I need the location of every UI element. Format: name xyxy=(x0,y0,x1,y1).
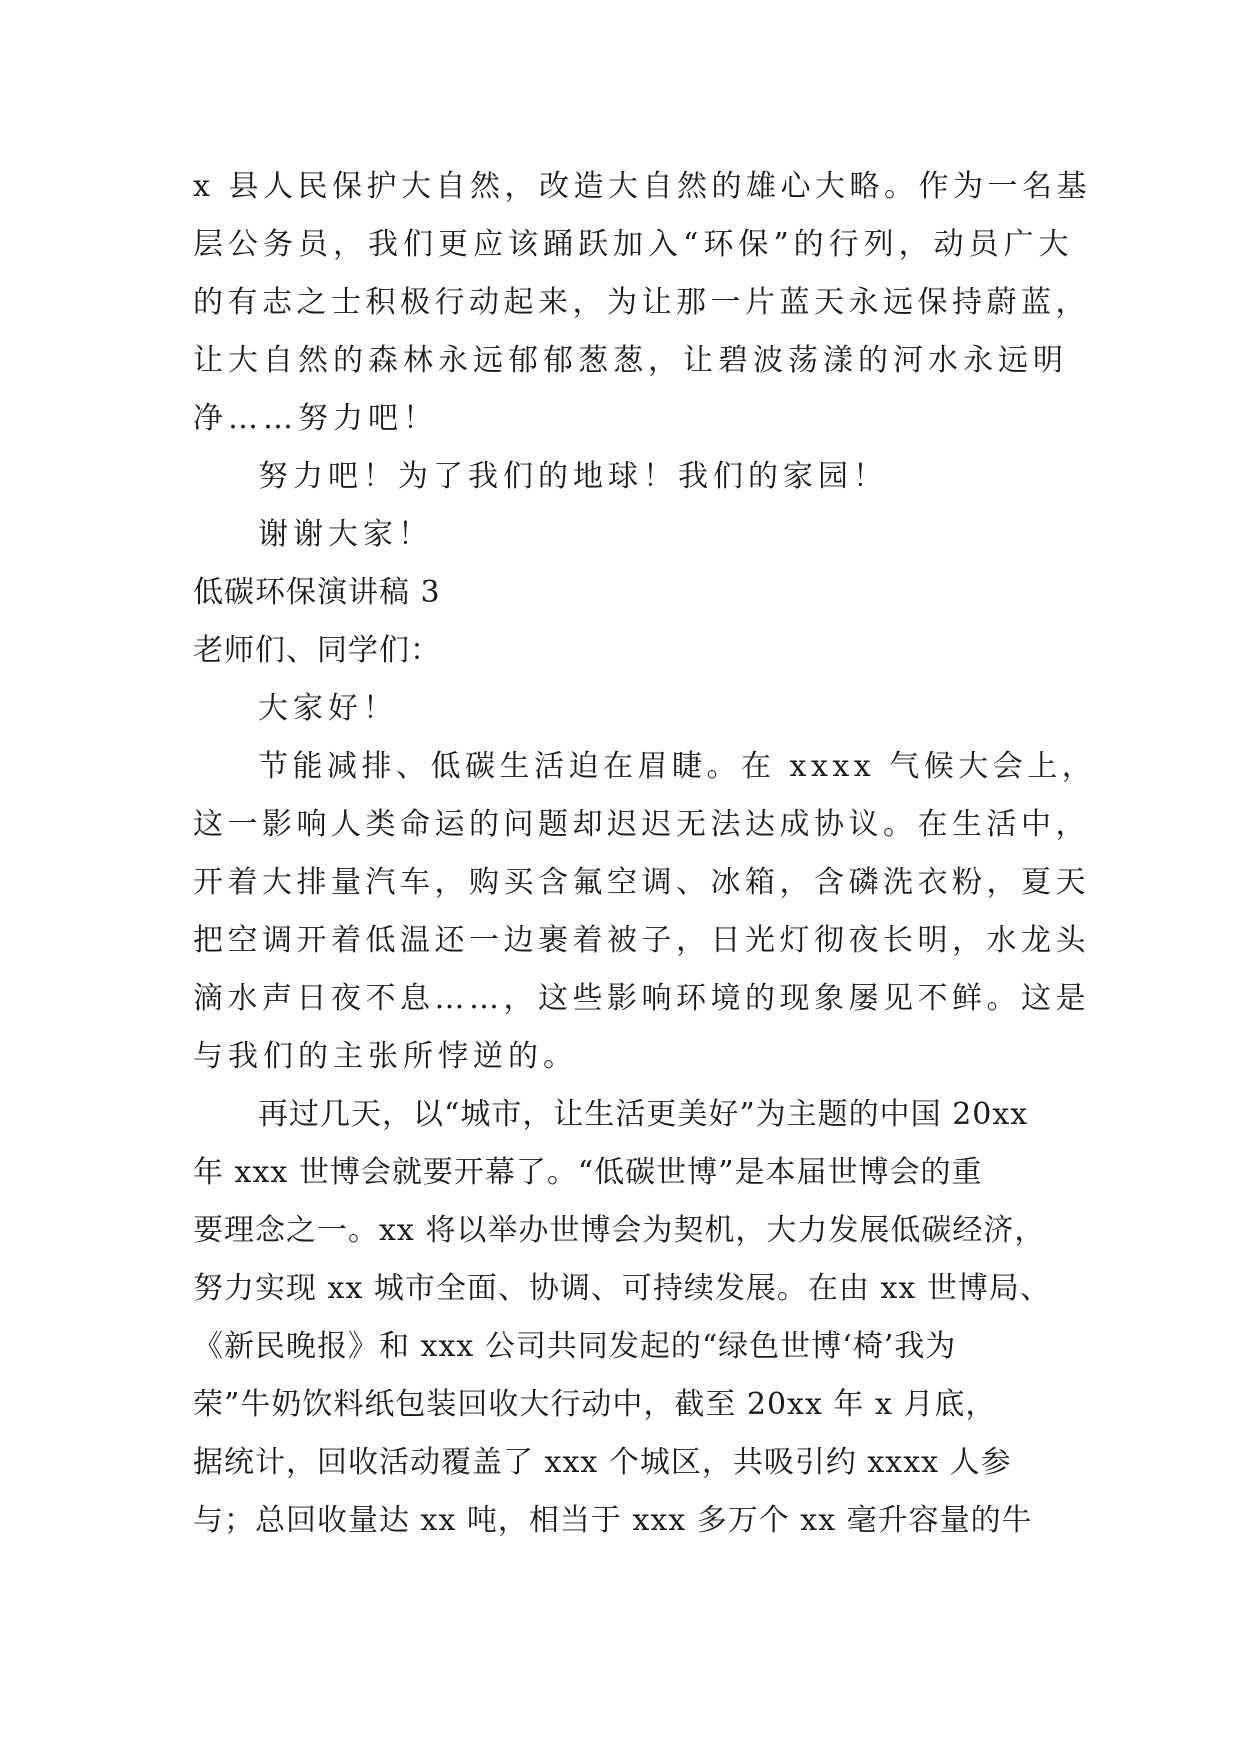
body-line: 开着大排量汽车，购买含氟空调、冰箱，含磷洗衣粉，夏天 xyxy=(193,865,1090,900)
body-line: 让大自然的森林永远郁郁葱葱，让碧波荡漾的河水永远明 xyxy=(193,343,1068,378)
greeting: 大家好！ xyxy=(258,691,398,726)
body-line: 要理念之一。xx 将以举办世博会为契机，大力发展低碳经济， xyxy=(193,1213,1046,1248)
body-line: 努力实现 xx 城市全面、协调、可持续发展。在由 xx 世博局、 xyxy=(193,1271,1051,1306)
body-line: 年 xxx 世博会就要开幕了。“低碳世博”是本届世博会的重 xyxy=(193,1155,983,1190)
body-line: 荣”牛奶饮料纸包装回收大行动中，截至 20xx 年 x 月底， xyxy=(193,1387,997,1422)
body-line: 《新民晚报》和 xxx 公司共同发起的“绿色世博‘椅’我为 xyxy=(193,1329,957,1364)
body-line: 滴水声日夜不息……，这些影响环境的现象屡见不鲜。这是 xyxy=(193,981,1090,1016)
body-line: 把空调开着低温还一边裹着被子，日光灯彻夜长明，水龙头 xyxy=(193,923,1090,958)
body-line: 层公务员，我们更应该踊跃加入“环保”的行列，动员广大 xyxy=(193,227,1074,262)
body-line: x 县人民保护大自然，改造大自然的雄心大略。作为一名基 xyxy=(193,169,1091,204)
body-line: 节能减排、低碳生活迫在眉睫。在 xxxx 气候大会上， xyxy=(258,749,1097,784)
body-line: 这一影响人类命运的问题却迟迟无法达成协议。在生活中， xyxy=(193,807,1090,842)
body-line: 据统计，回收活动覆盖了 xxx 个城区，共吸引约 xxxx 人参 xyxy=(193,1445,1012,1480)
body-line: 与；总回收量达 xx 吨，相当于 xxx 多万个 xx 毫升容量的牛 xyxy=(193,1503,1033,1538)
body-line: 谢谢大家！ xyxy=(258,517,433,552)
body-line: 再过几天，以“城市，让生活更美好”为主题的中国 20xx xyxy=(258,1097,1029,1132)
body-line: 努力吧！为了我们的地球！我们的家园！ xyxy=(258,459,888,494)
body-line: 净……努力吧！ xyxy=(193,401,438,436)
salutation: 老师们、同学们： xyxy=(193,633,441,668)
section-heading: 低碳环保演讲稿 3 xyxy=(193,575,441,610)
body-line: 的有志之士积极行动起来，为让那一片蓝天永远保持蔚蓝， xyxy=(193,285,1090,320)
body-line: 与我们的主张所悖逆的。 xyxy=(193,1039,578,1074)
